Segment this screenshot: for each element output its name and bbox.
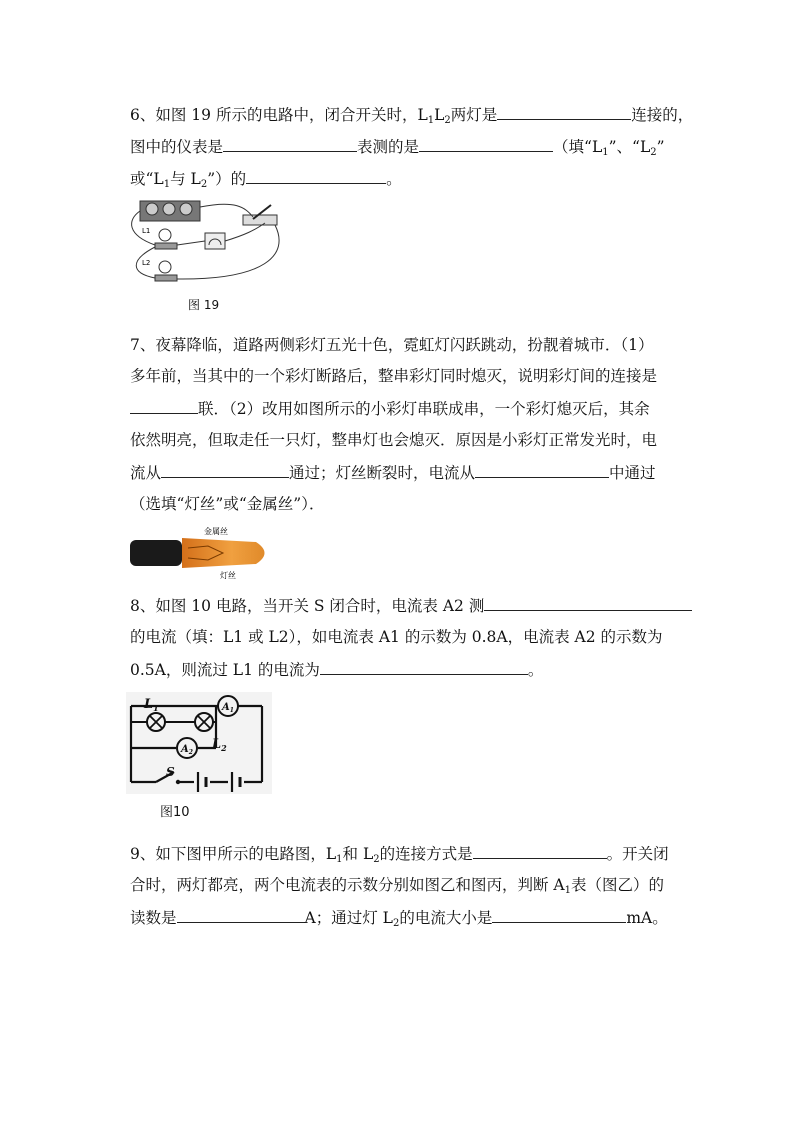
wire [177,241,205,245]
q7-blank-1[interactable] [130,398,198,414]
label-s: S [166,765,175,779]
label-l1: $L_1$ [144,697,159,713]
q6-blank-3[interactable] [419,136,553,152]
wire [177,225,279,279]
q8-blank-2[interactable] [320,659,528,675]
figure-19-caption: 图 19 [188,298,220,312]
label-l2: L2 [142,259,151,267]
figure-10-circuit [126,692,272,794]
q9-blank-2[interactable] [177,907,305,923]
q8-blank-1[interactable] [484,595,692,611]
q7-line-5: 流从 通过；灯丝断裂时，电流从 中通过 [130,464,656,482]
q7-line-3: 联．（2）改用如图所示的小彩灯串联成串，一个彩灯熄灭后，其余 [130,398,675,419]
figure-10-caption: 图10 [160,805,190,820]
q7-blank-3[interactable] [475,462,609,478]
q6-blank-4[interactable] [246,168,386,184]
q8-line-1: 8、如图 10 电路，当开关 S 闭合时，电流表 A2 测 [130,595,675,616]
label-l1: L1 [142,227,151,235]
q8-line-2: 的电流（填：L1 或 L2），如电流表 A1 的示数为 0.8A，电流表 A2 的示数为 [130,628,663,646]
bulb-socket [130,540,182,566]
q9-line-3: 读数是 A；通过灯 $L_2$的电流大小是 mA。 [130,909,668,929]
q6-line-2: 图中的仪表是 表测的是 （填“$L_1$”、“$L_2$” [130,138,665,158]
bulb-l2 [159,261,171,273]
q9-line-1: 9、如下图甲所示的电路图，$L_1$和 $L_2$的连接方式是 。开关闭 [130,845,669,865]
q9-blank-3[interactable] [492,907,626,923]
q7-line-2: 多年前，当其中的一个彩灯断路后，整串彩灯同时熄灭，说明彩灯间的连接是 [130,367,658,385]
meter [205,233,225,249]
q6-blank-2[interactable] [223,136,357,152]
label-a1: $A_1$ [222,702,234,714]
q6-line-1: 6、如图 19 所示的电路中，闭合开关时，$L_1L_2$两灯是 连接的， [130,106,694,126]
q6-line-3: 或“$L_1$与 $L_2$”）的 。 [130,170,402,190]
switch [243,215,277,225]
q7-line-4: 依然明亮，但取走任一只灯，整串灯也会熄灭．原因是小彩灯正常发光时，电 [130,431,658,449]
q6-blank-1[interactable] [497,104,631,120]
q7-line-6: （选填“灯丝”或“金属丝”）． [130,495,325,513]
q7-blank-2[interactable] [161,462,289,478]
battery-cell [163,203,175,215]
label-filament: 灯丝 [220,571,236,580]
label-a2: $A_2$ [181,744,193,756]
bulb-l1 [159,229,171,241]
q8-line-3: 0.5A，则流过 L1 的电流为 。 [130,661,544,679]
switch-contact [176,780,180,784]
q7-line-1: 7、夜幕降临，道路两侧彩灯五光十色，霓虹灯闪跃跳动，扮靓着城市．（1） [130,336,654,354]
battery-cell [180,203,192,215]
figure-19-circuit-photo [125,195,285,290]
label-metal-wire: 金属丝 [204,527,228,536]
battery-cell [146,203,158,215]
bulb-base [155,243,177,249]
wire [225,223,265,241]
bulb-base [155,275,177,281]
q9-blank-1[interactable] [473,843,607,859]
label-l2: $L_2$ [212,737,227,753]
q9-line-2: 合时，两灯都亮，两个电流表的示数分别如图乙和图丙，判断 $A_1$表（图乙）的 [130,876,665,896]
small-bulb-photo [128,522,278,580]
